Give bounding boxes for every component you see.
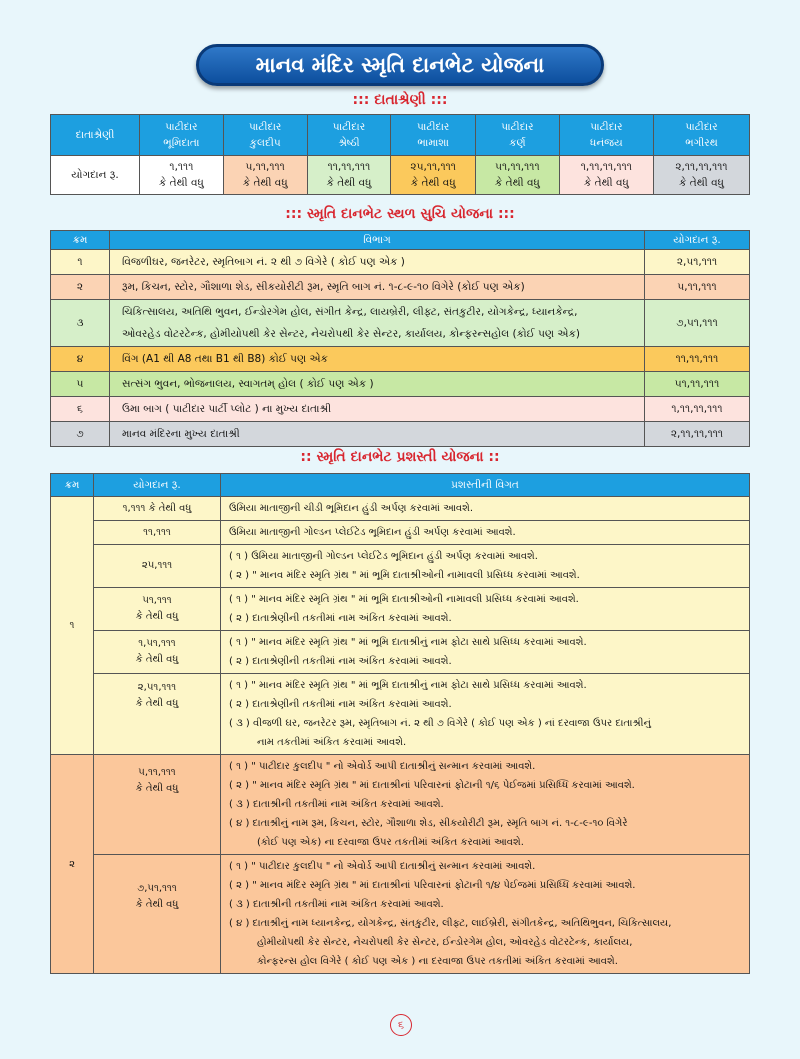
row-amount: ૨,૧૧,૧૧,૧૧૧ [645, 422, 750, 447]
row-amount: ૧,૧૧૧ કે તેથી વધુ [94, 497, 221, 521]
category-value: ૨,૧૧,૧૧,૧૧૧ કે તેથી વધુ [654, 156, 750, 195]
col-header: પાટીદાર ભૂમિદાતા [140, 115, 224, 156]
col-header: પાટીદાર ભામાશા [391, 115, 476, 156]
col-header: પાટીદાર શ્રેષ્ઠી [307, 115, 391, 156]
col-header: પાટીદાર કુલદીપ [223, 115, 307, 156]
row-amount: ૫,૧૧,૧૧૧ [645, 275, 750, 300]
table-row [51, 755, 750, 855]
row-amount: ૫૧,૧૧૧ કે તેથી વધુ [94, 588, 221, 631]
category-value: ૨૫,૧૧,૧૧૧ કે તેથી વધુ [391, 156, 476, 195]
row-amount: ૨,૫૧,૧૧૧ [645, 250, 750, 275]
table-row [51, 300, 750, 347]
table-row [51, 250, 750, 275]
col-num: ક્રમ [51, 231, 110, 250]
row-num: ૭ [51, 422, 110, 447]
row-amount: ૭,૫૧,૧૧૧ [645, 300, 750, 347]
row-dept: વિંગ (A1 થી A8 તથા B1 થી B8) કોઈ પણ એક [110, 347, 645, 372]
row-amount: ૨૫,૧૧૧ [94, 545, 221, 588]
row-label: યોગદાન રૂ. [51, 156, 140, 195]
row-amount: ૧,૫૧,૧૧૧ કે તેથી વધુ [94, 631, 221, 674]
row-amount: ૧૧,૧૧૧ [94, 521, 221, 545]
table-row [51, 855, 750, 974]
table-row [51, 674, 750, 755]
col-dept: વિભાગ [110, 231, 645, 250]
row-dept: ઉમા બાગ ( પાટીદાર પાર્ટી પ્લોટ ) ના મુખ્ય દાતાશ્રી [110, 397, 645, 422]
row-detail: ( ૧ ) " માનવ મંદિર સ્મૃતિ ગ્રંથ " માં ભૂમિ દાતાશ્રીઓની નામાવલી પ્રસિધ્ધ કરવામાં આવશે. ( ૨ ) દાતાશ્રેણીની તકતીમાં નામ અંકિત કરવામાં આવશે. [221, 588, 750, 631]
category-value: ૫,૧૧,૧૧૧ કે તેથી વધુ [223, 156, 307, 195]
row-amount: ૧૧,૧૧,૧૧૧ [645, 347, 750, 372]
table-row [51, 588, 750, 631]
row-detail: ઉમિયા માતાજીની ચીડી ભૂમિદાન હુંડી અર્પણ કરવામાં આવશે. [221, 497, 750, 521]
category-value: ૧૧,૧૧,૧૧૧ કે તેથી વધુ [307, 156, 391, 195]
row-header-label: દાતાશ્રેણી [51, 115, 140, 156]
row-num: ૨ [51, 275, 110, 300]
row-dept: ચિકિત્સાલય, અતિથિ ભુવન, ઈન્ડોરગેમ હોલ, સંગીત કેન્દ્ર, લાયબ્રેરી, લીફ્ટ, સંતકુટીર, યોગકેન્દ્ર, ધ્યાનકેન્દ્ર, ઓવરહેડ વોટરટેન્ક, હોમીયોપથી કેર સેન્ટર, નેચરોપથી કેર સેન્ટર, કાર્યાલય, કોન્ફરન્સહોલ (કોઈ પણ એક) [110, 300, 645, 347]
donor-category-table [50, 114, 750, 195]
row-dept: સત્સંગ ભુવન, ભોજનાલય, સ્વાગતમ્ હોલ ( કોઈ પણ એક ) [110, 372, 645, 397]
group-num: ૨ [51, 755, 94, 974]
table-row [51, 422, 750, 447]
table-row [51, 497, 750, 521]
table-row [51, 347, 750, 372]
row-num: ૬ [51, 397, 110, 422]
honor-scheme-table [50, 473, 750, 974]
row-num: ૧ [51, 250, 110, 275]
row-detail: ઉમિયા માતાજીની ગોલ્ડન પ્લેઈટેડ ભૂમિદાન હુંડી અર્પણ કરવામાં આવશે. [221, 521, 750, 545]
category-value: ૧,૧૧,૧૧,૧૧૧ કે તેથી વધુ [559, 156, 653, 195]
row-detail: ( ૧ ) " માનવ મંદિર સ્મૃતિ ગ્રંથ " માં ભૂમિ દાતાશ્રીનું નામ ફોટા સાથે પ્રસિધ્ધ કરવામાં આવશે. ( ૨ ) દાતાશ્રેણીની તકતીમાં નામ અંકિત કરવામાં આવશે. [221, 631, 750, 674]
table-row [51, 397, 750, 422]
row-amount: ૫૧,૧૧,૧૧૧ [645, 372, 750, 397]
col-amount: યોગદાન રૂ. [94, 474, 221, 497]
row-detail: ( ૧ ) " માનવ મંદિર સ્મૃતિ ગ્રંથ " માં ભૂમિ દાતાશ્રીનું નામ ફોટા સાથે પ્રસિધ્ધ કરવામાં આવશે. ( ૨ ) દાતાશ્રેણીની તકતીમાં નામ અંકિત કરવામાં આવશે. ( ૩ ) વીજળી ઘર, જનરેટર રૂમ, સ્મૃતિબાગ નં. ૨ થી ૭ વિગેરે ( કોઈ પણ એક ) નાં દરવાજા ઉપર દાતાશ્રીનું નામ તકતીમાં અંકિત કરવામાં આવશે. [221, 674, 750, 755]
table-row [51, 521, 750, 545]
col-detail: પ્રશસ્તીની વિગત [221, 474, 750, 497]
page-title: માનવ મંદિર સ્મૃતિ દાનભેટ યોજના [196, 44, 604, 86]
page-number: ૬ [390, 1014, 412, 1036]
col-num: ક્રમ [51, 474, 94, 497]
row-amount: ૫,૧૧,૧૧૧ કે તેથી વધુ [94, 755, 221, 855]
category-value: ૧,૧૧૧ કે તેથી વધુ [140, 156, 224, 195]
section1-heading: ::: દાતાશ્રેણી ::: [352, 92, 448, 108]
col-amount: યોગદાન રૂ. [645, 231, 750, 250]
col-header: પાટીદાર ધનંજય [559, 115, 653, 156]
section2-heading: ::: સ્મૃતિ દાનભેટ સ્થળ સુચિ યોજના ::: [285, 206, 515, 222]
location-list-table [50, 230, 750, 447]
table-row [51, 545, 750, 588]
col-header: પાટીદાર ભગીરથ [654, 115, 750, 156]
table-row [51, 275, 750, 300]
row-amount: ૧,૧૧,૧૧,૧૧૧ [645, 397, 750, 422]
category-value: ૫૧,૧૧,૧૧૧ કે તેથી વધુ [475, 156, 559, 195]
row-dept: માનવ મંદિરના મુખ્ય દાતાશ્રી [110, 422, 645, 447]
row-num: ૩ [51, 300, 110, 347]
col-header: પાટીદાર કર્ણ [475, 115, 559, 156]
row-amount: ૭,૫૧,૧૧૧ કે તેથી વધુ [94, 855, 221, 974]
row-detail: ( ૧ ) " પાટીદાર કુલદીપ " નો એવોર્ડ આપી દાતાશ્રીનું સન્માન કરવામાં આવશે. ( ૨ ) " માનવ મંદિર સ્મૃતિ ગ્રંથ " માં દાતાશ્રીનાં પરિવારનાં ફોટાની ૧/૬ પેઈજમાં પ્રસિધ્ધિ કરવામાં આવશે. ( ૩ ) દાતાશ્રીની તકતીમાં નામ અંકિત કરવામાં આવશે. ( ૪ ) દાતાશ્રીનું નામ રૂમ, કિચન, સ્ટોર, ગૌશાળા શેડ, સીકયોરીટી રૂમ, સ્મૃતિ બાગ નં. ૧-૮-૯-૧૦ વિગેરે (કોઈ પણ એક) ના દરવાજા ઉપર તકતીમાં અંકિત કરવામાં આવશે. [221, 755, 750, 855]
row-detail: ( ૧ ) " પાટીદાર કુલદીપ " નો એવોર્ડ આપી દાતાશ્રીનું સન્માન કરવામાં આવશે. ( ૨ ) " માનવ મંદિર સ્મૃતિ ગ્રંથ " માં દાતાશ્રીનાં પરિવારનાં ફોટાની ૧/૪ પેઈજમાં પ્રસિધ્ધિ કરવામાં આવશે. ( ૩ ) દાતાશ્રીની તકતીમાં નામ અંકિત કરવામાં આવશે. ( ૪ ) દાતાશ્રીનું નામ ધ્યાનકેન્દ્ર, યોગકેન્દ્ર, સંતકુટીર, લીફ્ટ, લાઈબ્રેરી, સંગીતકેન્દ્ર, અતિથિભુવન, ચિકિત્સાલય, હોમીયોપથી કેર સેન્ટર, નેચરોપથી કેર સેન્ટર, ઈન્ડોરગેમ હોલ, ઓવરહેડ વોટરટેન્ક, કાર્યાલય, કોન્ફરન્સ હોલ વિગેરે ( કોઈ પણ એક ) ના દરવાજા ઉપર તકતીમાં અંકિત કરવામાં આવશે. [221, 855, 750, 974]
row-dept: વિજળીઘર, જનરેટર, સ્મૃતિબાગ નં. ૨ થી ૭ વિગેરે ( કોઈ પણ એક ) [110, 250, 645, 275]
row-amount: ૨,૫૧,૧૧૧ કે તેથી વધુ [94, 674, 221, 755]
table-row [51, 372, 750, 397]
row-num: ૫ [51, 372, 110, 397]
row-dept: રૂમ, કિચન, સ્ટોર, ગૌશાળા શેડ, સીકયોરીટી રૂમ, સ્મૃતિ બાગ નં. ૧-૮-૯-૧૦ વિગેરે (કોઈ પણ એક) [110, 275, 645, 300]
row-detail: ( ૧ ) ઉમિયા માતાજીની ગોલ્ડન પ્લેઈટેડ ભૂમિદાન હુંડી અર્પણ કરવામાં આવશે. ( ૨ ) " માનવ મંદિર સ્મૃતિ ગ્રંથ " માં ભૂમિ દાતાશ્રીઓની નામાવલી પ્રસિધ્ધ કરવામાં આવશે. [221, 545, 750, 588]
group-num: ૧ [51, 497, 94, 755]
table-row [51, 631, 750, 674]
section3-heading: :: સ્મૃતિ દાનભેટ પ્રશસ્તી યોજના :: [300, 449, 500, 465]
row-num: ૪ [51, 347, 110, 372]
